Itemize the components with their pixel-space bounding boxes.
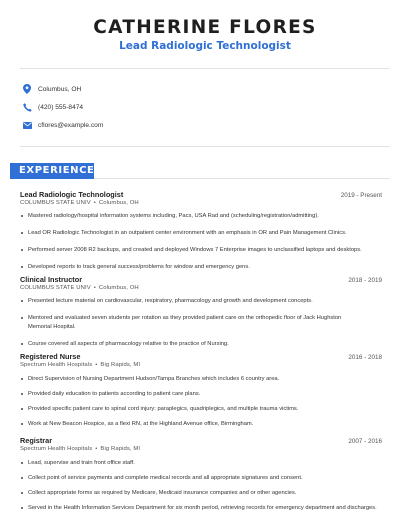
job-org-name: COLUMBUS STATE UNIV bbox=[20, 285, 91, 291]
contact-divider bbox=[20, 146, 390, 147]
job-organization: Spectrum Health Hospitals • Big Rapids, MI bbox=[20, 446, 141, 452]
job-bullet: Mentored and evaluated seven students per rotation as they provided patient care on the orthopedic floor of Jack Hughston Memorial Hospital. bbox=[20, 314, 382, 331]
job-org-location: Big Rapids, MI bbox=[100, 362, 141, 368]
map-pin-icon bbox=[22, 84, 32, 94]
contact-email-text: cflores@example.com bbox=[38, 121, 104, 129]
job-dates: 2007 - 2016 bbox=[348, 438, 382, 445]
job-title: Clinical Instructor bbox=[20, 275, 83, 284]
header-divider bbox=[20, 68, 390, 69]
job-bullet: Provided daily education to patients according to patient care plans. bbox=[20, 390, 382, 399]
candidate-title: Lead Radiologic Technologist bbox=[119, 40, 291, 52]
phone-icon bbox=[22, 102, 32, 112]
contact-phone-text: (420) 555-8474 bbox=[38, 103, 84, 111]
job-title: Lead Radiologic Technologist bbox=[20, 190, 124, 199]
job-organization: COLUMBUS STATE UNIV • Columbus, OH bbox=[20, 285, 139, 291]
job-bullet-list bbox=[20, 297, 382, 348]
job-bullet: Presented lecture material on cardiovascular, respiratory, pharmacology and growth and development concepts. bbox=[20, 297, 382, 306]
job-dates: 2019 - Present bbox=[340, 192, 382, 199]
job-bullet: Direct Supervision of Nursing Department Hudson/Tampa Branches which includes 6 country area. bbox=[20, 375, 382, 384]
contact-location-text: Columbus, OH bbox=[38, 85, 82, 93]
job-entry bbox=[20, 352, 382, 368]
job-bullet: Served in the Health Information Services Department for six month period, retrieving records for emergency department and discharges. bbox=[20, 504, 382, 513]
job-bullet: Provided specific patient care to spinal cord injury: paraplegics, quadriplegics, and multiple trauma victims. bbox=[20, 405, 382, 414]
job-bullet: Collect appropriate forms as required by Medicare, Medicaid insurance companies and or other agencies. bbox=[20, 489, 382, 498]
job-bullet: Lead OR Radiologic Technologist in an outpatient center environment with an emphasis in OR and Pain Management Clinics. bbox=[20, 229, 382, 238]
contact-email bbox=[22, 119, 103, 131]
contact-phone bbox=[22, 101, 83, 113]
job-bullet: Performed server 2008 R2 backups, and created and deployed Windows 7 Enterprise images to unclassified laptops and desktops. bbox=[20, 246, 382, 255]
job-dates: 2018 - 2019 bbox=[348, 277, 382, 284]
job-entry bbox=[20, 190, 382, 206]
job-entry bbox=[20, 436, 382, 452]
contact-location bbox=[22, 83, 81, 95]
job-bullet-list bbox=[20, 459, 382, 513]
job-organization: Spectrum Health Hospitals • Big Rapids, MI bbox=[20, 362, 141, 368]
job-bullet: Mastered radiology/hospital information systems including, Pacs, USA Rad and (scheduling/registration/admitting). bbox=[20, 212, 382, 221]
job-org-location: Columbus, OH bbox=[98, 285, 139, 291]
section-heading-rule bbox=[94, 178, 390, 179]
job-org-location: Big Rapids, MI bbox=[100, 446, 141, 452]
job-dates: 2016 - 2018 bbox=[348, 354, 382, 361]
job-bullet-list bbox=[20, 375, 382, 429]
section-heading-experience: EXPERIENCE bbox=[10, 163, 94, 179]
candidate-name: CATHERINE FLORES bbox=[93, 17, 317, 38]
job-title: Registered Nurse bbox=[20, 352, 81, 361]
job-bullet: Developed reports to track general success/problems for window and emergency gens. bbox=[20, 263, 382, 272]
job-organization: COLUMBUS STATE UNIV • Columbus, OH bbox=[20, 200, 139, 206]
job-bullet: Collect point of service payments and complete medical records and all appropriate signatures and consent. bbox=[20, 474, 382, 483]
envelope-icon bbox=[22, 120, 32, 130]
job-bullet: Work at New Beacon Hospice, as a flexi RN, at the Highland Avenue office, Birmingham. bbox=[20, 420, 382, 429]
job-org-name: COLUMBUS STATE UNIV bbox=[20, 200, 91, 206]
job-org-name: Spectrum Health Hospitals bbox=[20, 362, 93, 368]
job-bullet: Lead, supervise and train front office staff. bbox=[20, 459, 382, 468]
job-org-name: Spectrum Health Hospitals bbox=[20, 446, 93, 452]
job-org-location: Columbus, OH bbox=[98, 200, 139, 206]
job-bullet-list bbox=[20, 212, 382, 272]
job-bullet: Course covered all aspects of pharmacology relative to the practice of Nursing. bbox=[20, 340, 382, 349]
job-title: Registrar bbox=[20, 436, 53, 445]
job-entry bbox=[20, 275, 382, 291]
